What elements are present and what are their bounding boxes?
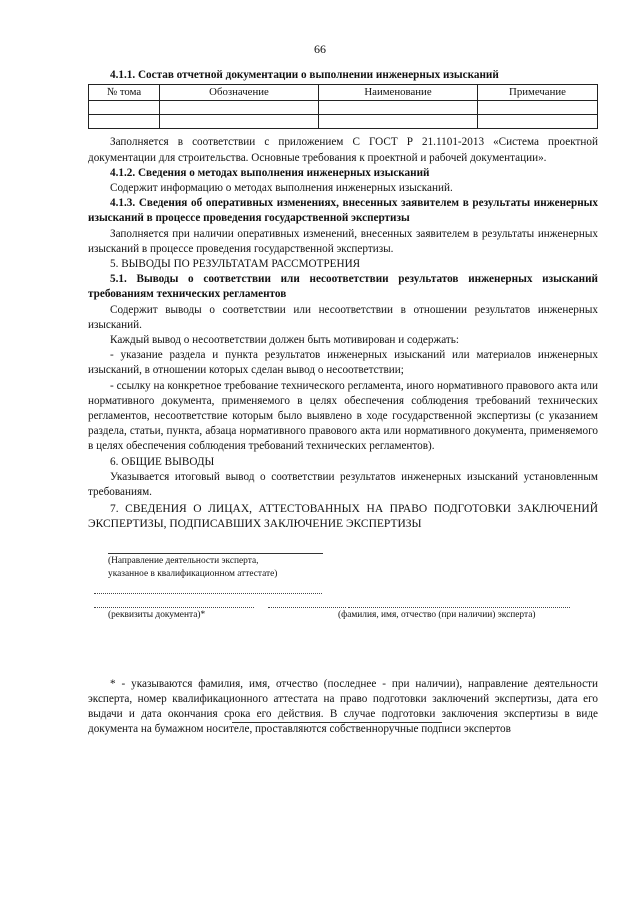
direction-label: указанное в квалификационном аттестате) — [108, 568, 278, 579]
section-6-title: 6. ОБЩИЕ ВЫВОДЫ — [110, 455, 215, 468]
section-5-1-text-2: Каждый вывод о несоответствии должен быть мотивирован и содержать: — [110, 334, 459, 347]
bottom-line — [232, 722, 442, 723]
section-4-1-2-title: 4.1.2. Сведения о методах выполнения инженерных изысканий — [110, 166, 430, 179]
section-5-title: 5. ВЫВОДЫ ПО РЕЗУЛЬТАТАМ РАССМОТРЕНИЯ — [110, 258, 361, 271]
bullet-item: - указание раздела и пункта результатов инженерных изысканий или материалов инженерных изысканий, в отношении которых сделан вывод о несоответствии; — [88, 349, 598, 377]
page-number: 66 — [314, 42, 326, 56]
table-header-cell: Примечание — [478, 85, 598, 101]
table-header-cell: Обозначение — [160, 85, 319, 101]
footnote-text: * - указываются фамилия, имя, отчество (последнее - при наличии), направление деятельности эксперта, номер квалификационного аттестата на право подготовки заключений экспертизы, дата его выдачи и дата окончания срока его действия. В случае подготовки заключения экспертизы в виде документа на бумажном носителе, проставляются собственноручные подписи экспертов — [88, 677, 598, 736]
section-4-1-1-title: 4.1.1. Состав отчетной документации о выполнении инженерных изысканий — [110, 69, 499, 81]
requisites-label: (реквизиты документа)* — [108, 609, 206, 620]
section-5-1-text: Содержит выводы о соответствии или несоответствии в отношении результатов инженерных изысканий. — [88, 303, 598, 331]
signature-line — [268, 607, 346, 608]
section-7-title: 7. СВЕДЕНИЯ О ЛИЦАХ, АТТЕСТОВАННЫХ НА ПРАВО ПОДГОТОВКИ ЗАКЛЮЧЕНИЙ ЭКСПЕРТИЗЫ, ПОДПИСАВШИХ ЗАКЛЮЧЕНИЕ ЭКСПЕРТИЗЫ — [88, 503, 598, 531]
signature-line — [108, 553, 323, 554]
bullet-item: - ссылку на конкретное требование технического регламента, иного нормативного правового акта или нормативного документа, применяемого в целях обеспечения соблюдения требований технических регламентов, несоответствие которым было выявлено в ходе государственной экспертизы (с указанием раздела, статьи, пункта, абзаца нормативного правового акта или нормативного документа, применяемого в целях обеспечения соблюдения требований технических регламентов). — [88, 379, 598, 453]
documentation-table — [88, 84, 598, 129]
page-content — [88, 68, 598, 738]
section-4-1-3-text: Заполняется при наличии оперативных изменений, внесенных заявителем в результаты инженерных изысканий в процессе проведения государственной экспертизы. — [88, 227, 598, 255]
section-6-text: Указывается итоговый вывод о соответствии результатов инженерных изысканий установленным требованиям. — [88, 470, 598, 499]
table-row — [89, 101, 598, 115]
section-4-1-2-text: Содержит информацию о методах выполнения инженерных изысканий. — [110, 182, 453, 195]
section-4-1-3-title: 4.1.3. Сведения об оперативных изменениях, внесенных заявителем в результаты инженерных изысканий в процессе проведения государственной экспертизы — [88, 197, 598, 225]
table-header-cell: Наименование — [319, 85, 478, 101]
signature-line — [348, 607, 570, 608]
section-5-1-title: 5.1. Выводы о соответствии или несоответствии результатов инженерных изысканий требованиям технических регламентов — [88, 273, 598, 301]
signature-line — [94, 593, 322, 594]
signature-block — [88, 551, 598, 671]
table-header-cell: № тома — [89, 85, 160, 101]
table-row — [89, 115, 598, 129]
section-4-1-1-note: Заполняется в соответствии с приложением С ГОСТ Р 21.1101-2013 «Система проектной документации для строительства. Основные требования к проектной и рабочей документации». — [88, 136, 598, 164]
direction-label: (Направление деятельности эксперта, — [108, 555, 259, 566]
signature-line — [94, 607, 254, 608]
fio-label: (фамилия, имя, отчество (при наличии) эксперта) — [338, 609, 536, 620]
table-header-row — [89, 85, 598, 101]
